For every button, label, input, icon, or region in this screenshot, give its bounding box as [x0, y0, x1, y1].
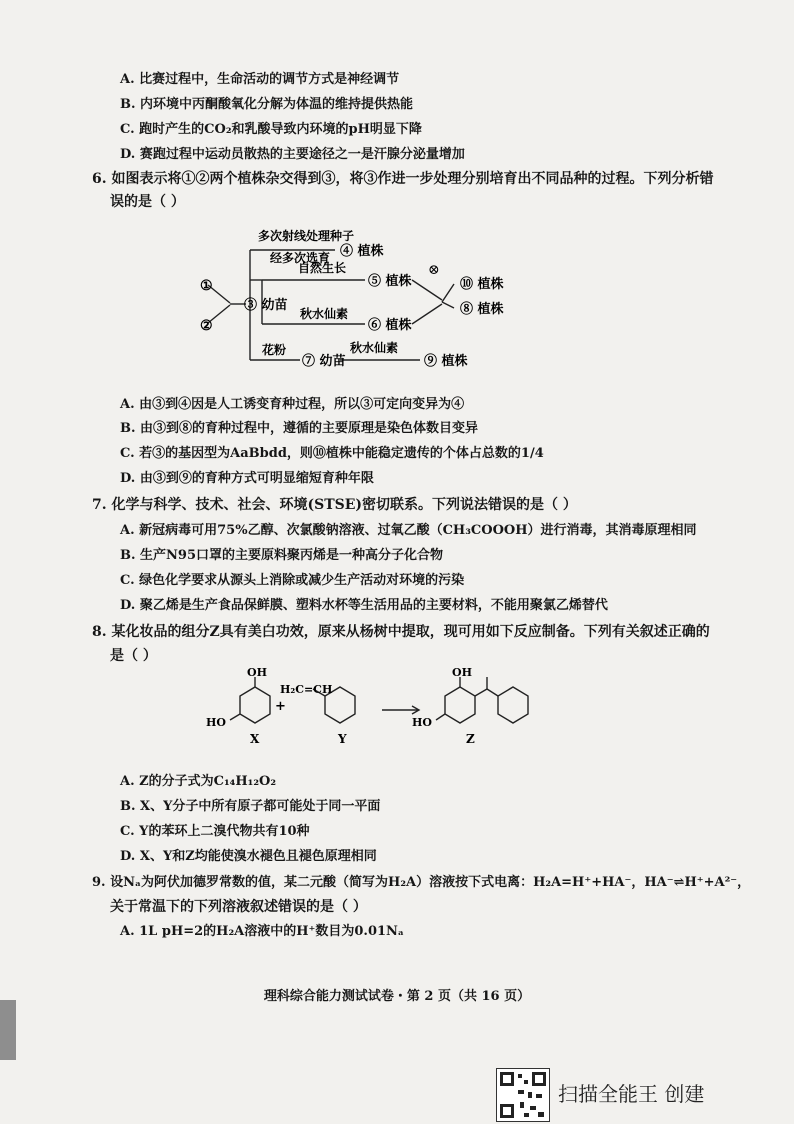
- page-footer: 理科综合能力测试试卷・第 2 页（共 16 页）: [263, 989, 531, 1004]
- q5-option-a: A. 比赛过程中，生命活动的调节方式是神经调节: [120, 72, 400, 87]
- label-selection: 经多次选育: [270, 251, 331, 265]
- seedling-7: ⑦ 幼苗: [302, 354, 346, 369]
- q7-stem: 7. 化学与科学、技术、社会、环境(STSE)密切联系。下列说法错误的是（ ）: [92, 497, 577, 513]
- compound-x-label: X: [250, 732, 260, 746]
- q8-stem-line1: 8. 某化妆品的组分Z具有美白功效，原来从杨树中提取，现可用如下反应制备。下列有关叙述正确的: [92, 624, 710, 640]
- q9-stem-line1: 9. 设Nₐ为阿伏加德罗常数的值，某二元酸（简写为H₂A）溶液按下式电离：H₂A=H⁺+HA⁻，HA⁻⇌H⁺+A²⁻，: [92, 875, 751, 890]
- z-oh-label: OH: [452, 666, 472, 679]
- qr-code-icon: [496, 1068, 550, 1122]
- q8-option-b: B. X、Y分子中所有原子都可能处于同一平面: [120, 799, 381, 814]
- q5-option-d: D. 赛跑过程中运动员散热的主要途径之一是汗腺分泌量增加: [120, 147, 465, 162]
- q6-option-d: D. 由③到⑨的育种方式可明显缩短育种年限: [120, 471, 374, 486]
- x-oh-label: OH: [247, 666, 267, 679]
- q7-option-d: D. 聚乙烯是生产食品保鲜膜、塑料水杯等生活用品的主要材料，不能用聚氯乙烯替代: [120, 598, 608, 613]
- label-natural-growth: 自然生长: [298, 261, 347, 275]
- q5-option-c: C. 跑时产生的CO₂和乳酸导致内环境的pH明显下降: [120, 122, 422, 137]
- q5-option-b: B. 内环境中丙酮酸氧化分解为体温的维持提供热能: [120, 97, 414, 112]
- q9-stem-line2: 关于常温下的下列溶液叙述错误的是（ ）: [110, 899, 367, 915]
- breeding-diagram: [180, 220, 520, 390]
- selfing-symbol: ⊗: [428, 262, 440, 278]
- scanner-watermark: 扫描全能王 创建: [558, 1082, 705, 1106]
- vinyl-label: H₂C=CH: [280, 683, 333, 696]
- plant-9: ⑨ 植株: [424, 354, 468, 369]
- q8-option-d: D. X、Y和Z均能使溴水褪色且褪色原理相同: [120, 849, 377, 864]
- seedling-3: ③ 幼苗: [244, 298, 288, 313]
- compound-y-label: Y: [338, 732, 347, 746]
- reaction-scheme: [200, 665, 530, 760]
- label-colchicine: 秋水仙素: [300, 307, 349, 321]
- compound-z-label: Z: [466, 732, 475, 746]
- label-colchicine-2: 秋水仙素: [350, 341, 399, 355]
- plus-sign: +: [275, 699, 286, 714]
- plant-5: ⑤ 植株: [368, 274, 412, 289]
- q7-option-c: C. 绿色化学要求从源头上消除或减少生产活动对环境的污染: [120, 573, 465, 588]
- q8-option-a: A. Z的分子式为C₁₄H₁₂O₂: [120, 774, 277, 789]
- q7-option-a: A. 新冠病毒可用75%乙醇、次氯酸钠溶液、过氧乙酸（CH₃COOOH）进行消毒，其消毒原理相同: [120, 523, 697, 538]
- x-ho-label: HO: [206, 716, 226, 729]
- parent-2: ②: [200, 318, 213, 334]
- q6-option-b: B. 由③到⑧的育种过程中，遵循的主要原理是染色体数目变异: [120, 421, 479, 436]
- plant-10: ⑩ 植株: [460, 277, 504, 292]
- plant-4: ④ 植株: [340, 244, 384, 259]
- plant-6: ⑥ 植株: [368, 318, 412, 333]
- q8-option-c: C. Y的苯环上二溴代物共有10种: [120, 824, 310, 839]
- label-pollen: 花粉: [262, 343, 287, 357]
- q7-option-b: B. 生产N95口罩的主要原料聚丙烯是一种高分子化合物: [120, 548, 444, 563]
- q6-option-c: C. 若③的基因型为AaBbdd，则⑩植株中能稳定遗传的个体占总数的1/4: [120, 446, 544, 461]
- q6-stem-line2: 误的是（ ）: [110, 194, 185, 210]
- plant-8: ⑧ 植株: [460, 302, 504, 317]
- z-ho-label: HO: [412, 716, 432, 729]
- q6-option-a: A. 由③到④因是人工诱变育种过程，所以③可定向变异为④: [120, 397, 465, 412]
- scan-edge-shadow: [0, 1000, 16, 1060]
- q8-stem-line2: 是（ ）: [110, 648, 157, 664]
- q6-stem-line1: 6. 如图表示将①②两个植株杂交得到③，将③作进一步处理分别培育出不同品种的过程。下列分析错: [92, 171, 714, 187]
- parent-1: ①: [200, 278, 213, 294]
- q9-option-a: A. 1L pH=2的H₂A溶液中的H⁺数目为0.01Nₐ: [120, 924, 404, 939]
- label-irradiation: 多次射线处理种子: [258, 229, 355, 243]
